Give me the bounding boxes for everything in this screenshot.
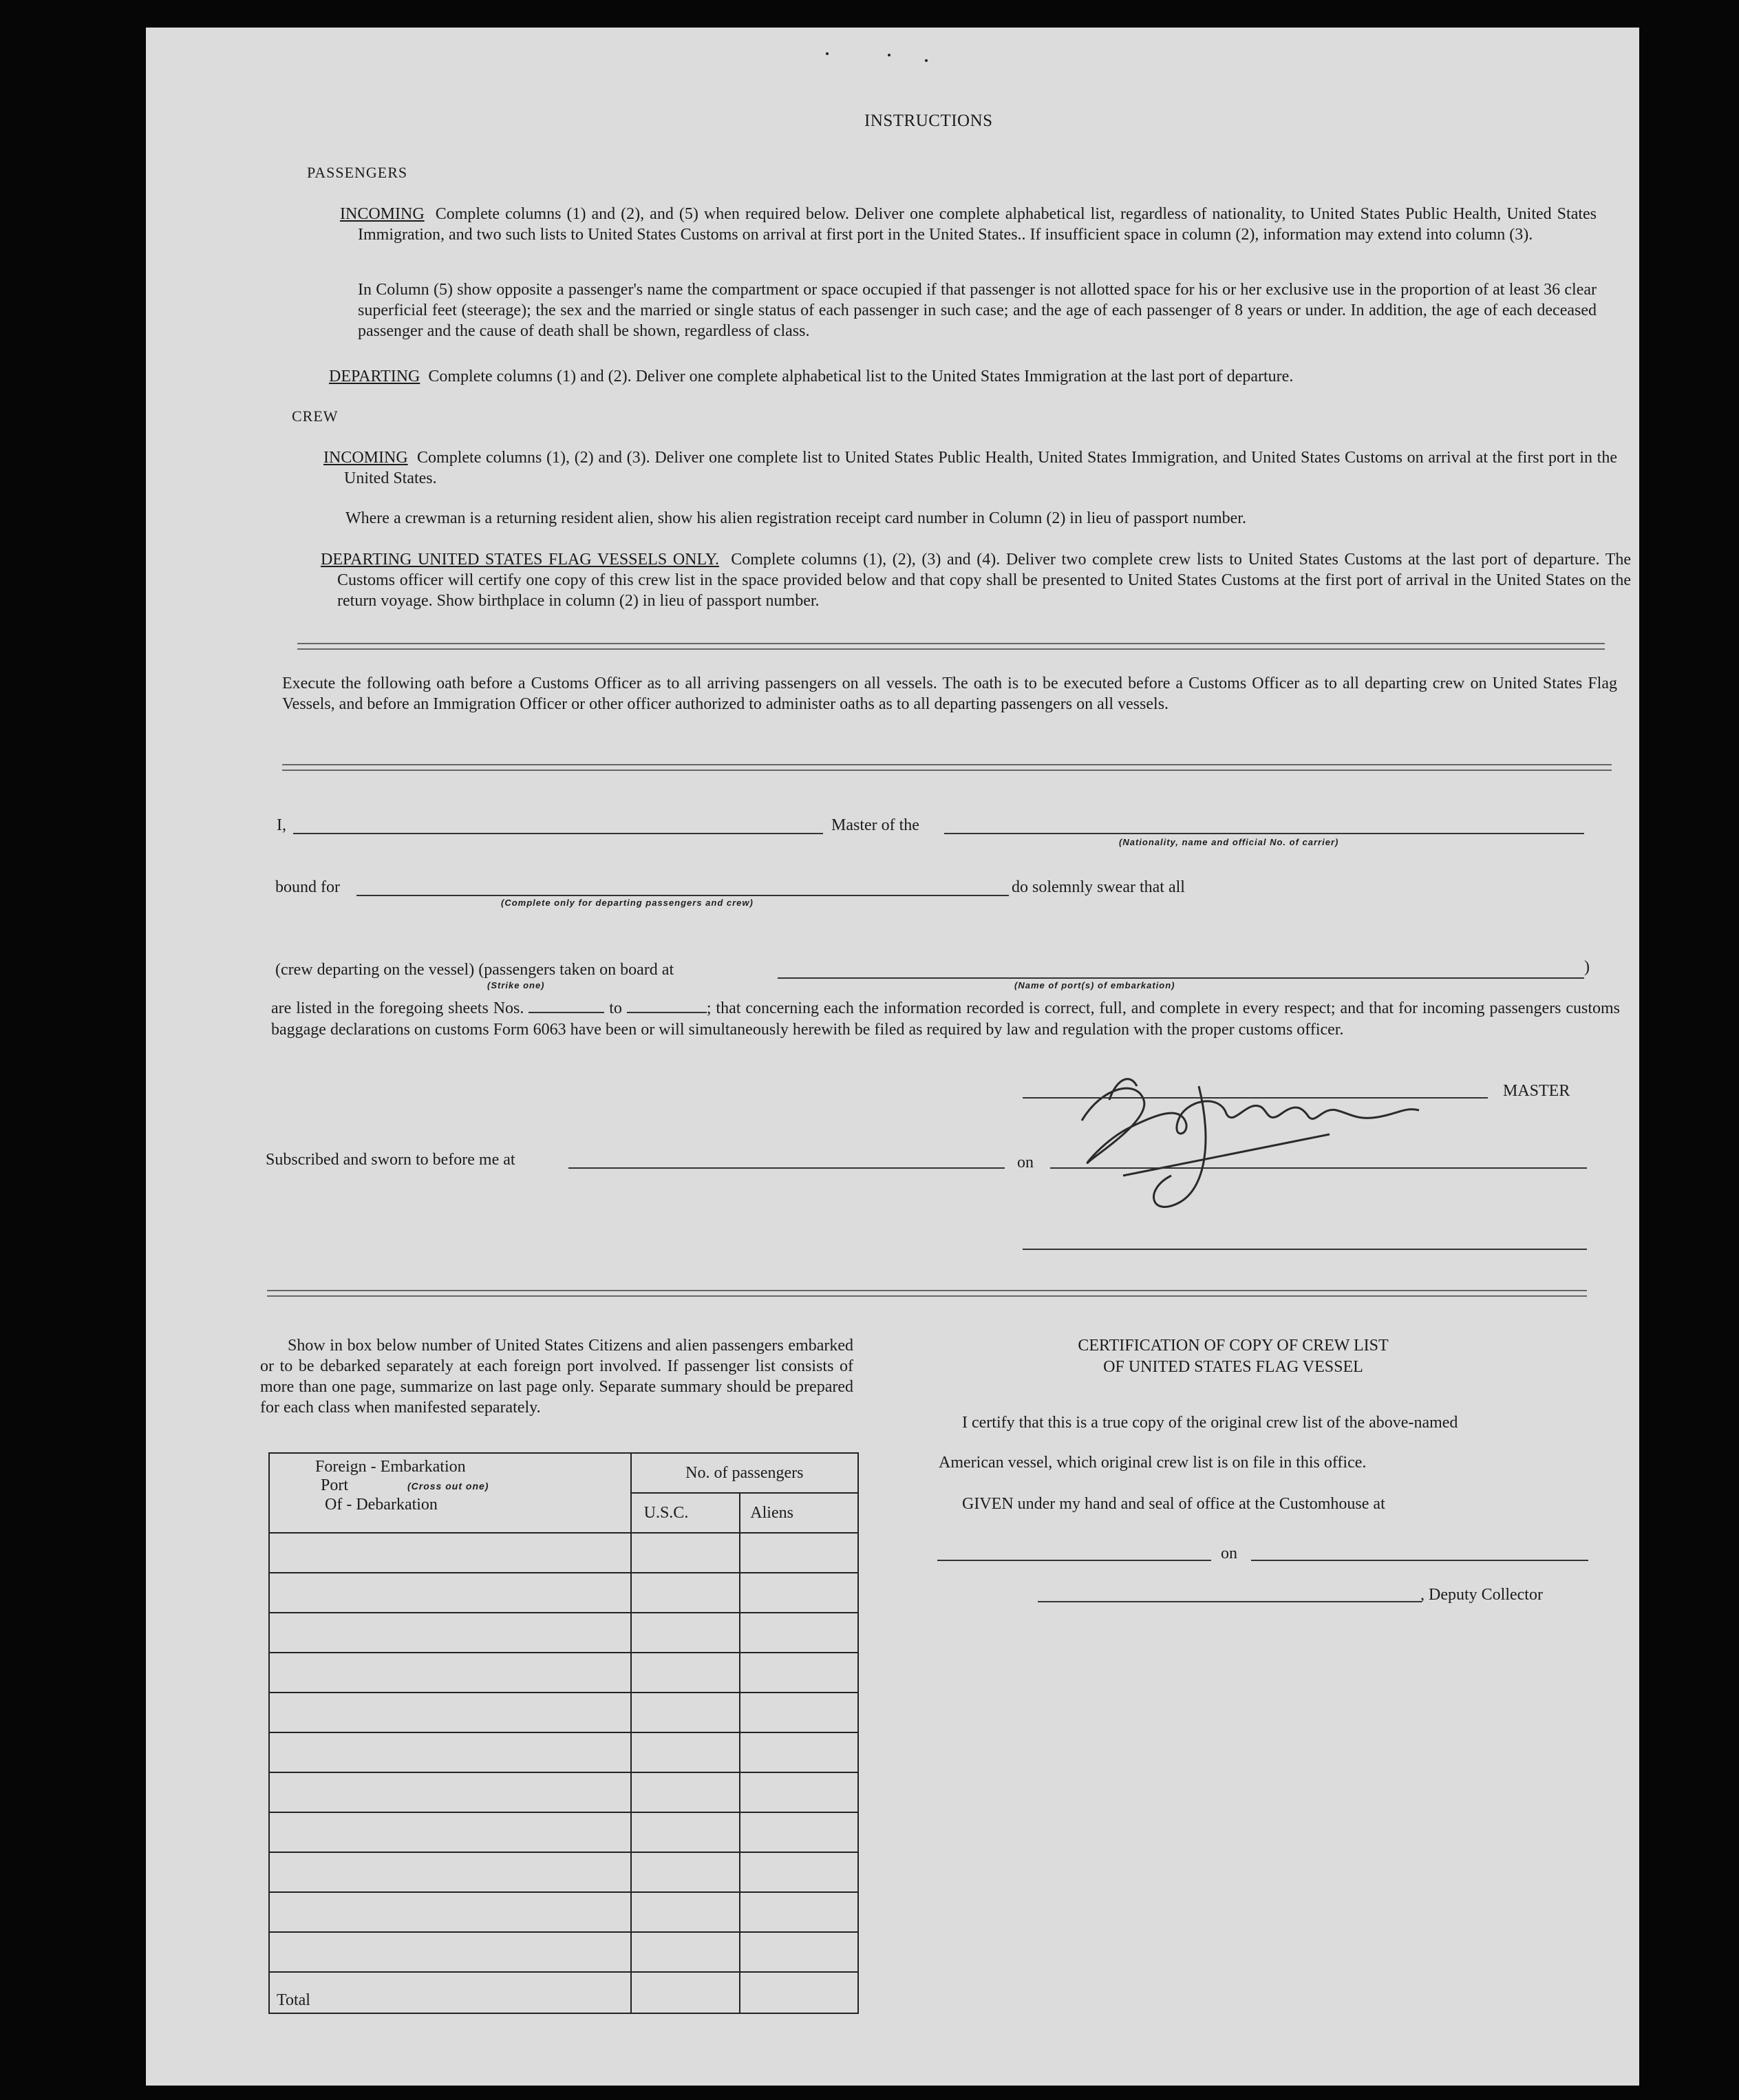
passengers-incoming-paragraph — [340, 204, 1597, 245]
port-cell[interactable] — [269, 1693, 631, 1732]
summary-row — [269, 1653, 858, 1693]
aliens-cell[interactable] — [740, 1852, 858, 1892]
summary-row — [269, 1613, 858, 1653]
certification-title-line1: CERTIFICATION OF COPY OF CREW LIST — [1078, 1337, 1389, 1355]
passengers-departing-label: DEPARTING — [329, 368, 420, 385]
aliens-cell[interactable] — [740, 1533, 858, 1573]
port-cell[interactable] — [269, 1732, 631, 1772]
officer-signature-field[interactable] — [1023, 1249, 1587, 1250]
port-column-header — [269, 1453, 631, 1533]
port-cell[interactable] — [269, 1533, 631, 1573]
passengers-incoming-text: Complete columns (1) and (2), and (5) when required below. Deliver one complete alphabetical list, regardless of nationality, to United States Public Health, United States Immigration, and two such lists to United States Customs on arrival at first port in the United States.. If insufficient space in column (2), information may extend into column (3). — [358, 205, 1597, 244]
certification-text-line1: I certify that this is a true copy of the original crew list of the above-named — [962, 1414, 1458, 1432]
cross-out-caption: (Cross out one) — [407, 1481, 489, 1492]
port-cell[interactable] — [269, 1812, 631, 1852]
master-signature-line[interactable] — [1023, 1097, 1488, 1099]
crew-incoming-label: INCOMING — [323, 449, 408, 467]
port-cell[interactable] — [269, 1573, 631, 1613]
crew-departing-paragraph — [321, 549, 1631, 611]
master-of-label: Master of the — [831, 816, 919, 834]
aliens-cell[interactable] — [740, 1613, 858, 1653]
crew-departing-label: DEPARTING UNITED STATES FLAG VESSELS ONLY. — [321, 551, 719, 569]
total-row-label: Total — [269, 1972, 631, 2013]
passengers-count-header: No. of passengers — [631, 1453, 858, 1493]
aliens-cell[interactable] — [740, 1772, 858, 1812]
port-header-line3: Of - Debarkation — [325, 1496, 438, 1514]
swear-label: do solemnly swear that all — [1012, 878, 1185, 896]
aliens-cell[interactable] — [740, 1892, 858, 1932]
customhouse-field[interactable] — [937, 1560, 1211, 1561]
master-label: MASTER — [1503, 1082, 1570, 1100]
passengers-incoming-label: INCOMING — [340, 205, 425, 223]
aliens-column-header: Aliens — [740, 1493, 858, 1533]
crew-departing-text: Complete columns (1), (2), (3) and (4). Deliver two complete crew lists to United States Customs at the last port of departure. The Customs officer will certify one copy of this crew list in the space provided below and that copy shall be presented to United States Customs at the first port of arrival in the United States on the return voyage. Show birthplace in column (2) in lieu of passport number. — [337, 551, 1632, 610]
summary-row — [269, 1732, 858, 1772]
bound-for-label: bound for — [275, 878, 340, 896]
crew-heading: CREW — [292, 407, 339, 425]
summary-row — [269, 1573, 858, 1613]
port-cell[interactable] — [269, 1772, 631, 1812]
port-cell[interactable] — [269, 1932, 631, 1972]
listed-text: ; that concerning each the information recorded is correct, full, and complete in every respect; and that for incoming passengers customs baggage declarations on customs Form 6063 have been or will simultaneously herewith be filed as required by law and regulation with the proper customs officer. — [271, 999, 1621, 1039]
summary-row — [269, 1852, 858, 1892]
crew-incoming-paragraph — [323, 447, 1617, 489]
usc-cell[interactable] — [631, 1573, 740, 1613]
summary-row — [269, 1812, 858, 1852]
usc-cell[interactable] — [631, 1932, 740, 1972]
certification-given-text: GIVEN under my hand and seal of office at the Customhouse at — [962, 1495, 1385, 1513]
usc-cell[interactable] — [631, 1693, 740, 1732]
usc-column-header: U.S.C. — [631, 1493, 740, 1533]
speck — [925, 59, 928, 62]
page-title: INSTRUCTIONS — [864, 112, 993, 130]
carrier-field[interactable] — [944, 833, 1584, 834]
passengers-column5-paragraph: In Column (5) show opposite a passenger's name the compartment or space occupied if that passenger is not allotted space for his or her exclusive use in the proportion of at least 36 clear superficial feet (steerage); the sex and the married or single status of each passenger in such case; and the age of each passenger of 8 years or under. In addition, the age of each deceased passenger and the cause of death shall be shown, regardless of class. — [358, 281, 1597, 340]
port-header-line1: Foreign - Embarkation — [315, 1458, 466, 1476]
passengers-departing-text: Complete columns (1) and (2). Deliver one complete alphabetical list to the United States Immigration at the last port of departure. — [428, 368, 1294, 385]
section-divider — [282, 764, 1612, 771]
summary-row — [269, 1772, 858, 1812]
sworn-date-field[interactable] — [1050, 1167, 1587, 1169]
section-divider — [267, 1290, 1587, 1297]
passengers-heading: PASSENGERS — [307, 164, 408, 181]
form-sheet — [146, 28, 1639, 2086]
listed-to: to — [609, 999, 622, 1017]
certification-on-label: on — [1221, 1545, 1237, 1562]
summary-row — [269, 1932, 858, 1972]
usc-cell[interactable] — [631, 1852, 740, 1892]
aliens-cell[interactable] — [740, 1812, 858, 1852]
certification-title — [1054, 1335, 1412, 1378]
port-cell[interactable] — [269, 1852, 631, 1892]
certification-title-line2: OF UNITED STATES FLAG VESSEL — [1103, 1358, 1363, 1376]
speck — [826, 52, 829, 55]
passengers-departing-paragraph — [329, 366, 1636, 387]
usc-cell[interactable] — [631, 1812, 740, 1852]
usc-cell[interactable] — [631, 1772, 740, 1812]
strike-caption: (Strike one) — [487, 980, 545, 990]
bound-for-field[interactable] — [356, 895, 1009, 896]
aliens-cell[interactable] — [740, 1693, 858, 1732]
certification-text-line2: American vessel, which original crew list is on file in this office. — [939, 1454, 1367, 1472]
oath-intro-paragraph: Execute the following oath before a Customs Officer as to all arriving passengers on all vessels. The oath is to be executed before a Customs Officer as to all departing crew on United States Flag Vessels, and before an Immigration Officer or other officer authorized to administer oaths as to all departing passengers on all vessels. — [282, 675, 1617, 713]
usc-cell[interactable] — [631, 1653, 740, 1693]
oath-i-label: I, — [277, 816, 286, 834]
summary-instructions: Show in box below number of United States Citizens and alien passengers embarked or to be debarked separately at each foreign port involved. If passenger list consists of more than one page, summarize on last page only. Separate summary should be prepared for each class when manifested separately. — [260, 1337, 853, 1417]
port-cell[interactable] — [269, 1653, 631, 1693]
listed-prefix: are listed in the foregoing sheets Nos. — [271, 999, 524, 1017]
master-name-field[interactable] — [293, 833, 823, 834]
usc-cell[interactable] — [631, 1613, 740, 1653]
usc-cell[interactable] — [631, 1732, 740, 1772]
bound-caption: (Complete only for departing passengers and crew) — [501, 898, 754, 908]
summary-row — [269, 1892, 858, 1932]
embark-caption: (Name of port(s) of embarkation) — [1014, 980, 1175, 990]
aliens-cell[interactable] — [740, 1932, 858, 1972]
listed-paragraph — [271, 998, 1620, 1041]
summary-row — [269, 1693, 858, 1732]
master-signature — [1041, 1059, 1467, 1217]
summary-row — [269, 1533, 858, 1573]
usc-cell[interactable] — [631, 1892, 740, 1932]
passenger-summary-table — [268, 1452, 859, 2014]
carrier-caption: (Nationality, name and official No. of carrier) — [1119, 837, 1339, 847]
sheet-to-field[interactable] — [627, 999, 707, 1013]
speck — [888, 54, 890, 56]
total-usc-cell[interactable] — [631, 1972, 740, 2013]
deputy-collector-label: , Deputy Collector — [1420, 1586, 1543, 1604]
aliens-cell[interactable] — [740, 1732, 858, 1772]
crew-departing-label: (crew departing on the vessel) (passengers taken on board at — [275, 961, 674, 979]
sworn-place-field[interactable] — [568, 1167, 1005, 1169]
section-divider — [297, 643, 1605, 650]
port-cell[interactable] — [269, 1892, 631, 1932]
port-cell[interactable] — [269, 1613, 631, 1653]
deputy-collector-signature-field[interactable] — [1038, 1601, 1422, 1602]
close-paren: ) — [1584, 958, 1590, 976]
aliens-cell[interactable] — [740, 1653, 858, 1693]
sworn-on-label: on — [1017, 1154, 1034, 1171]
aliens-cell[interactable] — [740, 1573, 858, 1613]
usc-cell[interactable] — [631, 1533, 740, 1573]
subscribed-label: Subscribed and sworn to before me at — [266, 1151, 515, 1169]
sheet-from-field[interactable] — [529, 999, 604, 1013]
total-aliens-cell[interactable] — [740, 1972, 858, 2013]
certification-date-field[interactable] — [1251, 1560, 1588, 1561]
crew-resident-paragraph: Where a crewman is a returning resident alien, show his alien registration receipt card number in Column (2) in lieu of passport number. — [345, 509, 1246, 527]
crew-incoming-text: Complete columns (1), (2) and (3). Deliver one complete list to United States Public Health, United States Immigration, and United States Customs on arrival at the first port in the United States. — [344, 449, 1617, 487]
embarkation-port-field[interactable] — [778, 977, 1584, 979]
port-header-line2: Port — [321, 1476, 349, 1494]
